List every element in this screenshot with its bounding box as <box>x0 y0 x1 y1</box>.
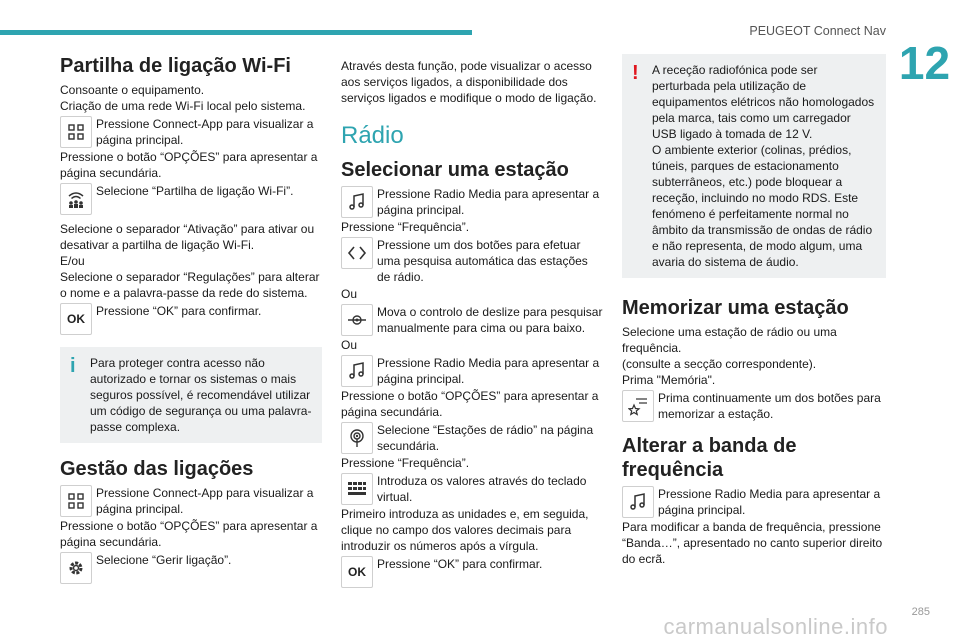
step <box>60 116 322 148</box>
text: Pressione o botão “OPÇÕES” para apresentar a página secundária. <box>60 519 318 549</box>
step <box>341 556 603 588</box>
text: Pressione o botão “OPÇÕES” para apresentar a página secundária. <box>60 150 318 180</box>
info-text: Para proteger contra acesso não autorizado e tornar os sistemas o mais seguros possível, é recomendável utilizar um código de segurança ou uma palavra-passe complexa. <box>90 356 312 434</box>
info-icon: i <box>70 355 76 377</box>
heading-gestao: Gestão das ligações <box>60 458 254 480</box>
step-text: Pressione Connect-App para visualizar a página principal. <box>96 117 314 147</box>
step <box>622 390 886 422</box>
step <box>60 303 322 335</box>
step <box>60 552 322 584</box>
step <box>60 485 322 517</box>
text: Selecione o separador “Ativação” para ativar ou desativar a partilha de ligação Wi-Fi. <box>60 222 315 252</box>
text: Primeiro introduza as unidades e, em seguida, clique no campo dos valores decimais para introduzir os números após a vírgula. <box>341 507 589 553</box>
page-number: 285 <box>911 606 930 618</box>
keyboard-icon <box>341 473 373 505</box>
text: Pressione o botão “OPÇÕES” para apresentar a página secundária. <box>341 389 599 419</box>
step-text: Mova o controlo de deslize para pesquisar manualmente para cima ou para baixo. <box>377 305 603 335</box>
heading-memorizar: Memorizar uma estação <box>622 297 849 319</box>
step-text: Pressione “OK” para confirmar. <box>377 557 543 571</box>
star-list-icon <box>622 390 654 422</box>
step-text: Pressione um dos botões para efetuar uma pesquisa automática das estações de rádio. <box>377 238 588 284</box>
text: Selecione uma estação de rádio ou uma frequência. <box>622 325 837 355</box>
text: Consoante o equipamento. <box>60 83 205 97</box>
step <box>341 186 603 218</box>
step-text: Introduza os valores através do teclado virtual. <box>377 474 587 504</box>
step <box>341 304 603 336</box>
text: Através desta função, pode visualizar o acesso aos serviços ligados, a disponibilidade dos serviços ligados e modifique o modo de ligação. <box>341 59 597 105</box>
warning-icon: ! <box>632 62 639 84</box>
text: Ou <box>341 338 358 352</box>
step <box>341 355 603 387</box>
music-note-icon <box>622 486 654 518</box>
warning-text: A receção radiofónica pode ser perturbada pela utilização de equipamentos elétricos não homologados pela marca, tais como um carregador USB ligado à tomada de 12 V. O ambiente exterior (colinas, prédios, túneis, parques de estacionamento subterrâneos, etc.) pode bloquear a receção, incluindo no modo RDS. Este fenómeno é perfeitamente normal no âmbito da transmissão de ondas de rádio e não representa, de modo algum, uma avaria do sistema de áudio. <box>652 63 875 269</box>
text: Selecione o separador “Regulações” para alterar o nome e a palavra-passe da rede do sistema. <box>60 270 320 300</box>
warning-box <box>622 54 886 278</box>
step-text: Selecione “Partilha de ligação Wi-Fi”. <box>96 184 294 198</box>
step-text: Prima continuamente um dos botões para memorizar a estação. <box>658 391 881 421</box>
text: Pressione “Frequência”. <box>341 456 470 470</box>
info-box <box>60 347 322 443</box>
chevrons-left-right-icon <box>341 237 373 269</box>
text: (consulte a secção correspondente). <box>622 357 817 371</box>
step-text: Pressione “OK” para confirmar. <box>96 304 262 318</box>
text: Criação de uma rede Wi-Fi local pelo sistema. <box>60 99 306 113</box>
ok-button-icon: OK <box>341 556 373 588</box>
chapter-number: 12 <box>889 38 960 88</box>
text: Pressione “Frequência”. <box>341 220 470 234</box>
heading-banda: Alterar a banda de frequência <box>622 435 797 481</box>
step-text: Selecione “Estações de rádio” na página secundária. <box>377 423 594 453</box>
slider-icon <box>341 304 373 336</box>
step-text: Selecione “Gerir ligação”. <box>96 553 232 567</box>
heading-wifi: Partilha de ligação Wi-Fi <box>60 55 291 77</box>
column-2 <box>341 50 603 589</box>
column-3 <box>622 50 886 567</box>
gear-icon <box>60 552 92 584</box>
heading-selecionar: Selecionar uma estação <box>341 159 569 181</box>
watermark: carmanualsonline.info <box>663 614 888 639</box>
apps-grid-icon <box>60 485 92 517</box>
text: Ou <box>341 287 358 301</box>
wifi-share-icon <box>60 183 92 215</box>
step-text: Pressione Connect-App para visualizar a página principal. <box>96 486 314 516</box>
step <box>622 486 886 518</box>
step <box>60 183 322 215</box>
header-title: PEUGEOT Connect Nav <box>749 24 886 38</box>
radio-station-icon <box>341 422 373 454</box>
music-note-icon <box>341 186 373 218</box>
music-note-icon <box>341 355 373 387</box>
text: Para modificar a banda de frequência, pressione “Banda…”, apresentado no canto superior direito do ecrã. <box>622 520 883 566</box>
header-accent-bar <box>0 30 472 35</box>
column-1 <box>60 50 322 585</box>
text: E/ou <box>60 254 85 268</box>
apps-grid-icon <box>60 116 92 148</box>
step <box>341 237 603 285</box>
step <box>341 422 603 454</box>
step-text: Pressione Radio Media para apresentar a página principal. <box>658 487 881 517</box>
step-text: Pressione Radio Media para apresentar a página principal. <box>377 356 600 386</box>
text: Prima "Memória". <box>622 373 716 387</box>
ok-button-icon: OK <box>60 303 92 335</box>
step <box>341 473 603 505</box>
heading-radio: Rádio <box>341 122 404 149</box>
step-text: Pressione Radio Media para apresentar a página principal. <box>377 187 600 217</box>
